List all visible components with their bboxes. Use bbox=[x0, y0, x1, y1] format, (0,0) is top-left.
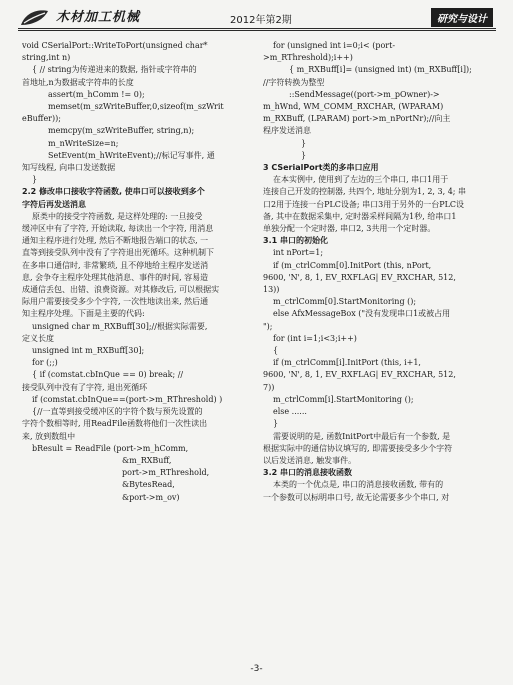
page-header bbox=[0, 0, 513, 40]
text-line: unsigned int m_RXBuff[30]; bbox=[32, 346, 145, 356]
text-line: 字符个数相等时, 用ReadFile函数将他们一次性读出 bbox=[22, 419, 208, 429]
text-line: 在多串口通信时, 非常繁琐, 且不停地给主程序发送消 bbox=[22, 260, 209, 270]
text-line: } bbox=[301, 150, 307, 160]
text-line: 接受队列中没有了字符, 退出死循环 bbox=[22, 382, 148, 392]
text-line: unsigned char m_RXBuff[30];//根据实际需要, bbox=[32, 321, 208, 331]
text-line: } bbox=[32, 175, 38, 185]
text-line: &port->m_ov) bbox=[122, 492, 180, 502]
text-line: eBuffer)); bbox=[22, 114, 61, 124]
text-line: 13)) bbox=[263, 285, 280, 295]
page-number: -3- bbox=[250, 664, 263, 674]
text-line: 际用户需要接受多少个字符, 一次性地读出来, 然后通 bbox=[22, 297, 209, 307]
text-line: 9600, 'N', 8, 1, EV_RXFLAG| EV_RXCHAR, 512, bbox=[263, 370, 456, 380]
text-line: 连接自己开发的控制器, 共四个, 地址分别为1, 2, 3, 4; 串 bbox=[263, 187, 467, 197]
text-line: { if (comstat.cbInQue == 0) break; // bbox=[32, 370, 184, 380]
text-line: 7)) bbox=[263, 382, 275, 392]
text-line: 需要说明的是, 函数InitPort中最后有一个参数, 是 bbox=[273, 431, 451, 441]
text-line: memcpy(m_szWriteBuffer, string,n); bbox=[48, 126, 195, 136]
text-line: port->m_RThreshold, bbox=[122, 468, 210, 478]
text-line: //字符转换为整型 bbox=[263, 77, 325, 87]
text-line: else ...... bbox=[273, 407, 307, 417]
text-line: if (comstat.cbInQue==(port->m_RThreshold) ) bbox=[32, 394, 223, 404]
text-line: bResult = ReadFile (port->m_hComm, bbox=[32, 443, 189, 453]
text-line: 来, 放到数组中 bbox=[22, 431, 76, 441]
text-line: { bbox=[273, 346, 279, 356]
right-column bbox=[263, 40, 493, 504]
journal-name: 木材加工机械 bbox=[56, 10, 141, 25]
text-line: >m_RThreshold);i++) bbox=[263, 53, 353, 63]
journal-logo bbox=[18, 7, 142, 29]
text-line: { m_RXBuff[i]= (unsigned int) (m_RXBuff[i]); bbox=[289, 65, 472, 75]
text-line: 程序发送消息 bbox=[263, 126, 311, 136]
text-line: SetEvent(m_hWriteEvent);//标记写事件, 通 bbox=[48, 150, 215, 160]
text-line: m_ctrlComm[i].StartMonitoring (); bbox=[273, 394, 414, 404]
text-line: if (m_ctrlComm[0].InitPort (this, nPort, bbox=[273, 260, 432, 270]
text-line: } bbox=[273, 419, 279, 429]
section-heading: 字符后再发送消息 bbox=[22, 199, 86, 209]
text-line: 口2用于连接一台PLC设备; 串口3用于另外的一台PLC设 bbox=[263, 199, 465, 209]
text-line: for (;;) bbox=[32, 358, 58, 368]
text-line: 息, 会争夺主程序处理其他消息、事件的时间, 容易造 bbox=[22, 272, 209, 282]
section-heading: 3.1 串口的初始化 bbox=[263, 236, 328, 246]
text-line: void CSerialPort::WriteToPort(unsigned char* bbox=[22, 41, 208, 50]
text-line: m_RXBuff, (LPARAM) port->m_nPortNr);//向主 bbox=[263, 114, 451, 124]
text-line: 缓冲区中有了字符, 开始读取, 每读出一个字符, 用消息 bbox=[22, 224, 214, 234]
left-column bbox=[22, 40, 250, 504]
text-line: int nPort=1; bbox=[273, 248, 324, 258]
text-line: 9600, 'N', 8, 1, EV_RXFLAG| EV_RXCHAR, 512, bbox=[263, 272, 456, 282]
section-tag: 研究与设计 bbox=[431, 8, 493, 27]
text-line: &BytesRead, bbox=[122, 480, 175, 490]
text-line: 成通信丢包、出错、浪费资源。对其修改后, 可以根据实 bbox=[22, 285, 220, 295]
section-heading: 2.2 修改串口接收字符函数, 使串口可以接收到多个 bbox=[22, 187, 205, 197]
text-line: 直等到接受队列中没有了字符退出死循环。这种机制下 bbox=[22, 248, 214, 258]
text-line: {//一直等到接受缓冲区的字符个数与预先设置的 bbox=[32, 407, 203, 417]
text-line: memset(m_szWriteBuffer,0,sizeof(m_szWrit bbox=[48, 102, 224, 112]
text-line: m_hWnd, WM_COMM_RXCHAR, (WPARAM) bbox=[263, 102, 444, 112]
text-line: assert(m_hComm != 0); bbox=[48, 89, 145, 99]
text-line: 本类的一个优点是, 串口的消息接收函数, 带有的 bbox=[273, 480, 444, 490]
text-line: "); bbox=[263, 321, 273, 331]
text-line: m_nWriteSize=n; bbox=[48, 138, 119, 148]
text-line: for (unsigned int i=0;i< (port- bbox=[273, 41, 396, 50]
text-line: else AfxMessageBox ("没有发现串口1或被占用 bbox=[273, 309, 451, 319]
header-rule bbox=[18, 28, 496, 29]
text-line: 一个参数可以标明串口号, 故无论需要多少个串口, 对 bbox=[263, 492, 450, 502]
text-line: 以后发送消息, 触发事件。 bbox=[263, 455, 357, 465]
text-line: 备, 其中在数据采集中, 定时器采样间隔为1秒, 给串口1 bbox=[263, 211, 457, 221]
text-line: 首地址,n为数据或字符串的长度 bbox=[22, 77, 134, 87]
text-line: 在本实例中, 使用到了左边的三个串口, 串口1用于 bbox=[273, 175, 449, 185]
section-heading: 3.2 串口的消息接收函数 bbox=[263, 468, 352, 478]
text-line: 通知主程序进行处理, 然后不断地报告端口的状态, 一 bbox=[22, 236, 209, 246]
text-line: if (m_ctrlComm[i].InitPort (this, i+1, bbox=[273, 358, 421, 368]
text-line: ::SendMessage((port->m_pOwner)-> bbox=[289, 89, 440, 99]
section-heading: 3 CSerialPort类的多串口应用 bbox=[263, 163, 379, 173]
text-line: m_ctrlComm[0].StartMonitoring (); bbox=[273, 297, 417, 307]
leaf-icon bbox=[18, 7, 52, 29]
text-line: { // string为传递进来的数据, 指针或字符串的 bbox=[32, 65, 197, 75]
text-line: 根据实际中的通信协议填写的, 即需要接受多少个字符 bbox=[263, 443, 453, 453]
text-line: 原类中的接受字符函数, 是这样处理的: 一旦接受 bbox=[32, 211, 203, 221]
text-line: 定义长度 bbox=[22, 333, 54, 343]
text-line: string,int n) bbox=[22, 53, 71, 63]
header-rule-secondary bbox=[18, 30, 496, 31]
text-line: 知主程序处理。下面是主要的代码: bbox=[22, 309, 145, 319]
issue-label: 2012年第2期 bbox=[230, 15, 292, 26]
text-line: 单独分配一个定时器, 串口2, 3共用一个定时器。 bbox=[263, 224, 436, 234]
text-line: } bbox=[301, 138, 307, 148]
text-line: 知写线程, 向串口发送数据 bbox=[22, 163, 116, 173]
text-line: &m_RXBuff, bbox=[122, 455, 172, 465]
text-line: for (int i=1;i<3;i++) bbox=[273, 333, 357, 343]
